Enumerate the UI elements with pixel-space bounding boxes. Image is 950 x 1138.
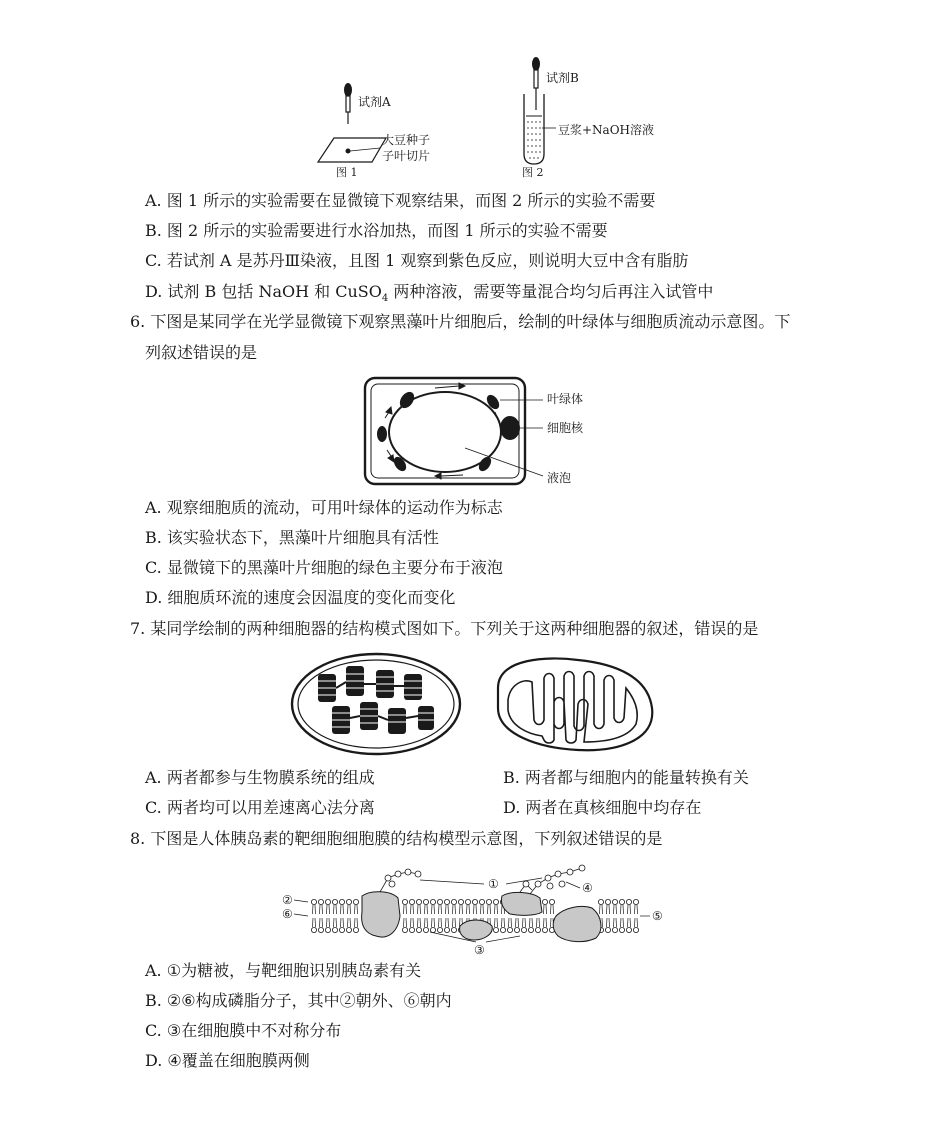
phospholipid-head xyxy=(423,927,428,932)
phospholipid-tail xyxy=(628,905,631,914)
phospholipid-tail xyxy=(628,918,631,927)
grana-stacks xyxy=(318,666,434,734)
phospholipid-tail xyxy=(614,905,617,914)
glycocalyx-chains xyxy=(380,865,585,894)
phospholipid-head xyxy=(353,927,358,932)
phospholipid-head xyxy=(451,899,456,904)
phospholipid-head xyxy=(437,899,442,904)
fig1-caption: 图 1 xyxy=(336,166,358,179)
phospholipid-tail xyxy=(474,905,477,914)
phospholipid-tail xyxy=(516,918,519,927)
phospholipid-head xyxy=(458,899,463,904)
phospholipid-tail xyxy=(425,918,428,927)
slide-shape xyxy=(318,138,386,162)
phospholipid-head xyxy=(409,927,414,932)
q6-option-c: C. 显微镜下的黑藻叶片细胞的绿色主要分布于液泡 xyxy=(145,558,503,577)
q8-option-a: A. ①为糖被，与靶细胞识别胰岛素有关 xyxy=(145,961,422,980)
phospholipid-head xyxy=(339,899,344,904)
marker-6: ⑥ xyxy=(282,907,293,921)
q8-stem: 8. 下图是人体胰岛素的靶细胞细胞膜的结构模型示意图，下列叙述错误的是 xyxy=(130,829,663,848)
phospholipid-head xyxy=(409,899,414,904)
phospholipid-tail xyxy=(320,905,323,914)
phospholipid-head xyxy=(605,927,610,932)
phospholipid-tail xyxy=(355,905,358,914)
phospholipid-tail xyxy=(509,918,512,927)
phospholipid-tail xyxy=(327,905,330,914)
phospholipid-head xyxy=(612,927,617,932)
phospholipid-head xyxy=(626,899,631,904)
phospholipid-head xyxy=(633,927,638,932)
slice-label-1: 大豆种子 xyxy=(382,133,431,147)
phospholipid-head xyxy=(402,899,407,904)
nucleus-label: 细胞核 xyxy=(547,421,584,435)
phospholipid-tail xyxy=(453,918,456,927)
q5-figure xyxy=(300,52,660,180)
tube-label: 豆浆+NaOH溶液 xyxy=(558,123,655,137)
phospholipid-head xyxy=(353,899,358,904)
phospholipid-head xyxy=(626,927,631,932)
q5-option-d-subscript: 4 xyxy=(381,293,389,305)
phospholipid-tail xyxy=(348,905,351,914)
chloroplast-diagram xyxy=(292,654,460,754)
q7-option-d: D. 两者在真核细胞中均存在 xyxy=(503,798,702,817)
phospholipid-tail xyxy=(404,918,407,927)
phospholipid-tail xyxy=(523,918,526,927)
phospholipid-head xyxy=(514,927,519,932)
phospholipid-head xyxy=(325,899,330,904)
phospholipid-head xyxy=(493,899,498,904)
phospholipid-head xyxy=(493,927,498,932)
reagent-a-label: 试剂A xyxy=(358,95,391,109)
q7-organelle-figure xyxy=(288,648,668,760)
phospholipid-head xyxy=(465,899,470,904)
nucleus-icon xyxy=(500,416,520,440)
phospholipid-head xyxy=(416,899,421,904)
phospholipid-tail xyxy=(481,905,484,914)
q6-stem-line2: 列叙述错误的是 xyxy=(145,343,258,362)
phospholipid-tail xyxy=(495,905,498,914)
phospholipid-tail xyxy=(621,905,624,914)
phospholipid-head xyxy=(402,927,407,932)
q6-option-d: D. 细胞质环流的速度会因温度的变化而变化 xyxy=(145,588,456,607)
phospholipid-head xyxy=(318,899,323,904)
phospholipid-head xyxy=(325,927,330,932)
phospholipid-head xyxy=(437,927,442,932)
phospholipid-head xyxy=(542,927,547,932)
phospholipid-tail xyxy=(348,918,351,927)
phospholipid-head xyxy=(619,927,624,932)
phospholipid-head xyxy=(612,899,617,904)
phospholipid-head xyxy=(430,927,435,932)
fig2-caption: 图 2 xyxy=(522,166,544,179)
phospholipid-tail xyxy=(453,905,456,914)
test-tube-icon xyxy=(524,94,544,164)
q8-option-c: C. ③在细胞膜中不对称分布 xyxy=(145,1021,342,1040)
phospholipid-tail xyxy=(341,905,344,914)
q8-membrane-figure xyxy=(280,856,680,956)
q5-option-d-text-pre: D. 试剂 B 包括 NaOH 和 CuSO xyxy=(145,282,382,301)
chloroplast-label: 叶绿体 xyxy=(547,392,584,406)
phospholipid-head xyxy=(633,899,638,904)
phospholipid-head xyxy=(416,927,421,932)
phospholipid-head xyxy=(339,927,344,932)
dropper-b-icon xyxy=(532,57,540,110)
q7-option-c: C. 两者均可以用差速离心法分离 xyxy=(145,798,375,817)
phospholipid-tail xyxy=(418,905,421,914)
phospholipid-head xyxy=(430,899,435,904)
reagent-b-label: 试剂B xyxy=(546,71,579,85)
q6-option-b: B. 该实验状态下，黑藻叶片细胞具有活性 xyxy=(145,528,439,547)
q7-option-b: B. 两者都与细胞内的能量转换有关 xyxy=(503,768,749,787)
phospholipid-head xyxy=(346,899,351,904)
phospholipid-tail xyxy=(432,905,435,914)
phospholipid-tail xyxy=(467,905,470,914)
phospholipid-tail xyxy=(334,918,337,927)
q5-option-b: B. 图 2 所示的实验需要进行水浴加热，而图 1 所示的实验不需要 xyxy=(145,221,608,240)
phospholipid-tail xyxy=(439,918,442,927)
phospholipid-head xyxy=(423,899,428,904)
marker-2: ② xyxy=(282,893,293,907)
phospholipid-tail xyxy=(327,918,330,927)
phospholipid-head xyxy=(521,927,526,932)
mitochondrion-diagram xyxy=(498,658,652,750)
phospholipid-head xyxy=(598,899,603,904)
q7-option-a: A. 两者都参与生物膜系统的组成 xyxy=(145,768,375,787)
phospholipid-head xyxy=(311,899,316,904)
phospholipid-tail xyxy=(320,918,323,927)
phospholipid-head xyxy=(444,899,449,904)
phospholipid-tail xyxy=(544,918,547,927)
q6-cell-figure xyxy=(355,372,615,494)
phospholipid-tail xyxy=(537,918,540,927)
phospholipid-tail xyxy=(600,905,603,914)
phospholipid-tail xyxy=(446,918,449,927)
phospholipid-tail xyxy=(488,905,491,914)
phospholipid-head xyxy=(535,927,540,932)
phospholipid-head xyxy=(479,899,484,904)
phospholipid-head xyxy=(346,927,351,932)
marker-3: ③ xyxy=(474,943,485,956)
phospholipid-tail xyxy=(355,918,358,927)
vacuole-label: 液泡 xyxy=(547,471,572,485)
q6-option-a: A. 观察细胞质的流动，可用叶绿体的运动作为标志 xyxy=(145,498,503,517)
phospholipid-tail xyxy=(495,918,498,927)
phospholipid-tail xyxy=(621,918,624,927)
slice-label-2: 子叶切片 xyxy=(382,149,431,163)
q7-stem: 7. 某同学绘制的两种细胞器的结构模式图如下。下列关于这两种细胞器的叙述，错误的是 xyxy=(130,619,759,638)
q5-option-a: A. 图 1 所示的实验需要在显微镜下观察结果，而图 2 所示的实验不需要 xyxy=(145,191,656,210)
phospholipid-head xyxy=(451,927,456,932)
cell-wall-inner xyxy=(371,384,519,478)
q5-option-d-text-post: 两种溶液，需要等量混合均匀后再注入试管中 xyxy=(388,282,714,301)
phospholipid-head xyxy=(549,899,554,904)
q8-option-b: B. ②⑥构成磷脂分子，其中②朝外、⑥朝内 xyxy=(145,991,452,1010)
phospholipid-head xyxy=(311,927,316,932)
phospholipid-tail xyxy=(635,905,638,914)
phospholipid-head xyxy=(619,899,624,904)
q8-option-d: D. ④覆盖在细胞膜两侧 xyxy=(145,1051,310,1070)
phospholipid-tail xyxy=(425,905,428,914)
phospholipid-head xyxy=(528,927,533,932)
phospholipid-tail xyxy=(404,905,407,914)
phospholipid-tail xyxy=(607,905,610,914)
phospholipid-tail xyxy=(313,918,316,927)
phospholipid-tail xyxy=(411,918,414,927)
phospholipid-tail xyxy=(460,905,463,914)
phospholipid-tail xyxy=(614,918,617,927)
phospholipid-tail xyxy=(607,918,610,927)
phospholipid-tail xyxy=(411,905,414,914)
phospholipid-tail xyxy=(418,918,421,927)
phospholipid-head xyxy=(318,927,323,932)
phospholipid-tail xyxy=(432,918,435,927)
phospholipid-head xyxy=(332,927,337,932)
phospholipid-head xyxy=(332,899,337,904)
marker-1: ① xyxy=(488,877,499,891)
phospholipid-tail xyxy=(313,905,316,914)
phospholipid-head xyxy=(507,927,512,932)
marker-4: ④ xyxy=(582,881,593,895)
phospholipid-head xyxy=(542,899,547,904)
phospholipid-head xyxy=(500,927,505,932)
phospholipid-tail xyxy=(502,918,505,927)
phospholipid-tail xyxy=(551,905,554,914)
q5-option-c: C. 若试剂 A 是苏丹Ⅲ染液，且图 1 观察到紫色反应，则说明大豆中含有脂肪 xyxy=(145,251,689,270)
phospholipid-head xyxy=(472,899,477,904)
phospholipid-tail xyxy=(544,905,547,914)
q5-option-d xyxy=(145,281,713,310)
dropper-a-icon xyxy=(344,83,352,124)
phospholipid-tail xyxy=(439,905,442,914)
phospholipid-tail xyxy=(334,905,337,914)
q6-stem-line1: 6. 下图是某同学在光学显微镜下观察黑藻叶片细胞后，绘制的叶绿体与细胞质流动示意图。下 xyxy=(130,312,791,331)
phospholipid-tail xyxy=(341,918,344,927)
phospholipid-tail xyxy=(635,918,638,927)
phospholipid-head xyxy=(605,899,610,904)
phospholipid-head xyxy=(486,899,491,904)
phospholipid-head xyxy=(444,927,449,932)
phospholipid-tail xyxy=(530,918,533,927)
marker-5: ⑤ xyxy=(652,909,663,923)
phospholipid-tail xyxy=(446,905,449,914)
